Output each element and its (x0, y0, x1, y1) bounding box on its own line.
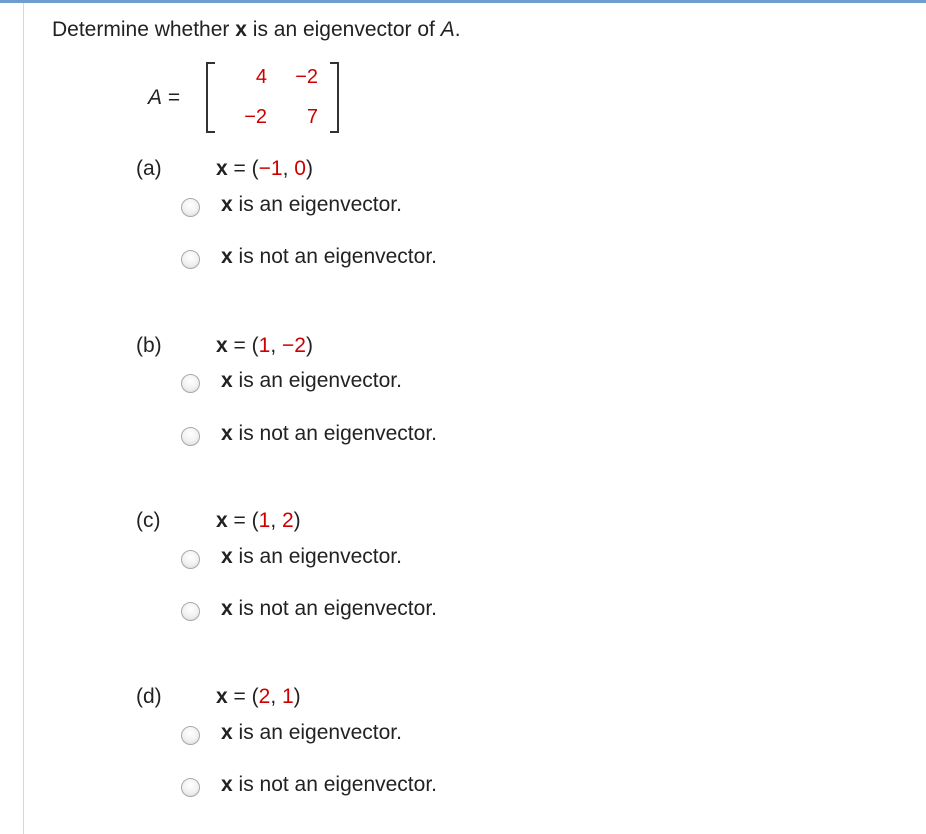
matrix-cell-r2c2: 7 (306, 106, 318, 128)
part-c-option-2-var: x (221, 597, 233, 620)
part-c-option-2-text: is not an eigenvector. (232, 597, 437, 620)
matrix-label-eq: = (162, 86, 181, 109)
part-c-vector-eq: = ( (227, 509, 259, 532)
part-a-vector-v2: 0 (294, 157, 306, 180)
matrix-cell-r2c1: −2 (244, 106, 267, 128)
part-a-option-2-var: x (221, 245, 233, 268)
part-d-vector-close: ) (293, 685, 301, 708)
part-c-vector-var: x (216, 509, 228, 532)
part-c-option-1-text: is an eigenvector. (232, 545, 402, 568)
part-b-vector-var: x (216, 334, 228, 357)
question-mid: is an eigenvector of (246, 18, 441, 41)
part-b-vector-eq: = ( (227, 334, 259, 357)
part-c-radio-is-eigenvector[interactable] (181, 550, 200, 569)
matrix-left-bracket (206, 62, 215, 133)
part-b-vector-v2: −2 (281, 334, 306, 357)
part-a-vector-v1: −1 (258, 157, 283, 180)
question-post: . (454, 18, 461, 41)
part-c-vector-v2: 2 (281, 509, 294, 532)
part-c-vector (216, 509, 301, 533)
part-c-label: (c) (136, 509, 161, 532)
part-b-option-2-var: x (221, 422, 233, 445)
part-b-option-2-text: is not an eigenvector. (232, 422, 437, 445)
part-d-option-2-var: x (221, 773, 233, 796)
part-c-radio-not-eigenvector[interactable] (181, 602, 200, 621)
part-a-option-not-eigenvector[interactable] (221, 245, 437, 269)
part-b-option-1-var: x (221, 369, 233, 392)
part-d-vector-v1: 2 (258, 685, 271, 708)
part-c-vector-sep: , (270, 509, 282, 532)
part-b-option-is-eigenvector[interactable] (221, 369, 402, 393)
part-d-option-is-eigenvector[interactable] (221, 721, 402, 745)
part-d-option-not-eigenvector[interactable] (221, 773, 437, 797)
part-a-radio-not-eigenvector[interactable] (181, 250, 200, 269)
matrix-label (148, 86, 180, 110)
part-a-vector-var: x (216, 157, 228, 180)
part-a-vector-close: ) (305, 157, 313, 180)
part-b-radio-not-eigenvector[interactable] (181, 427, 200, 446)
part-d-vector-eq: = ( (227, 685, 259, 708)
part-b-vector (216, 334, 313, 358)
question-pre: Determine whether (52, 18, 236, 41)
part-b-label: (b) (136, 334, 162, 357)
part-a-radio-is-eigenvector[interactable] (181, 198, 200, 217)
part-c-option-is-eigenvector[interactable] (221, 545, 402, 569)
top-border (0, 0, 926, 3)
part-b-vector-close: ) (305, 334, 313, 357)
question-text (52, 18, 461, 42)
part-d-vector-v2: 1 (281, 685, 294, 708)
matrix-label-name: A (148, 86, 163, 109)
part-b-radio-is-eigenvector[interactable] (181, 374, 200, 393)
part-b-option-1-text: is an eigenvector. (232, 369, 402, 392)
part-b-vector-sep: , (270, 334, 282, 357)
part-a-vector-eq: = ( (227, 157, 259, 180)
left-border (23, 3, 24, 834)
part-c-option-not-eigenvector[interactable] (221, 597, 437, 621)
part-a-option-1-text: is an eigenvector. (232, 193, 402, 216)
part-d-vector-var: x (216, 685, 228, 708)
part-a-option-is-eigenvector[interactable] (221, 193, 402, 217)
part-d-vector (216, 685, 301, 709)
matrix-cell-r1c2: −2 (295, 66, 318, 88)
part-c-option-1-var: x (221, 545, 233, 568)
matrix-right-bracket (330, 62, 339, 133)
part-d-vector-sep: , (270, 685, 282, 708)
part-b-vector-v1: 1 (258, 334, 271, 357)
part-a-vector (216, 157, 313, 181)
part-a-option-2-text: is not an eigenvector. (232, 245, 437, 268)
matrix-cell-r1c1: 4 (255, 66, 267, 88)
part-d-radio-is-eigenvector[interactable] (181, 726, 200, 745)
part-d-option-1-var: x (221, 721, 233, 744)
part-a-label: (a) (136, 157, 162, 180)
part-d-option-2-text: is not an eigenvector. (232, 773, 437, 796)
part-d-label: (d) (136, 685, 162, 708)
part-d-radio-not-eigenvector[interactable] (181, 778, 200, 797)
part-a-option-1-var: x (221, 193, 233, 216)
part-b-option-not-eigenvector[interactable] (221, 422, 437, 446)
part-c-vector-close: ) (293, 509, 301, 532)
part-d-option-1-text: is an eigenvector. (232, 721, 402, 744)
part-a-vector-sep: , (282, 157, 295, 180)
question-var: x (235, 18, 247, 41)
question-matrix-name: A (440, 18, 455, 41)
part-c-vector-v1: 1 (258, 509, 271, 532)
